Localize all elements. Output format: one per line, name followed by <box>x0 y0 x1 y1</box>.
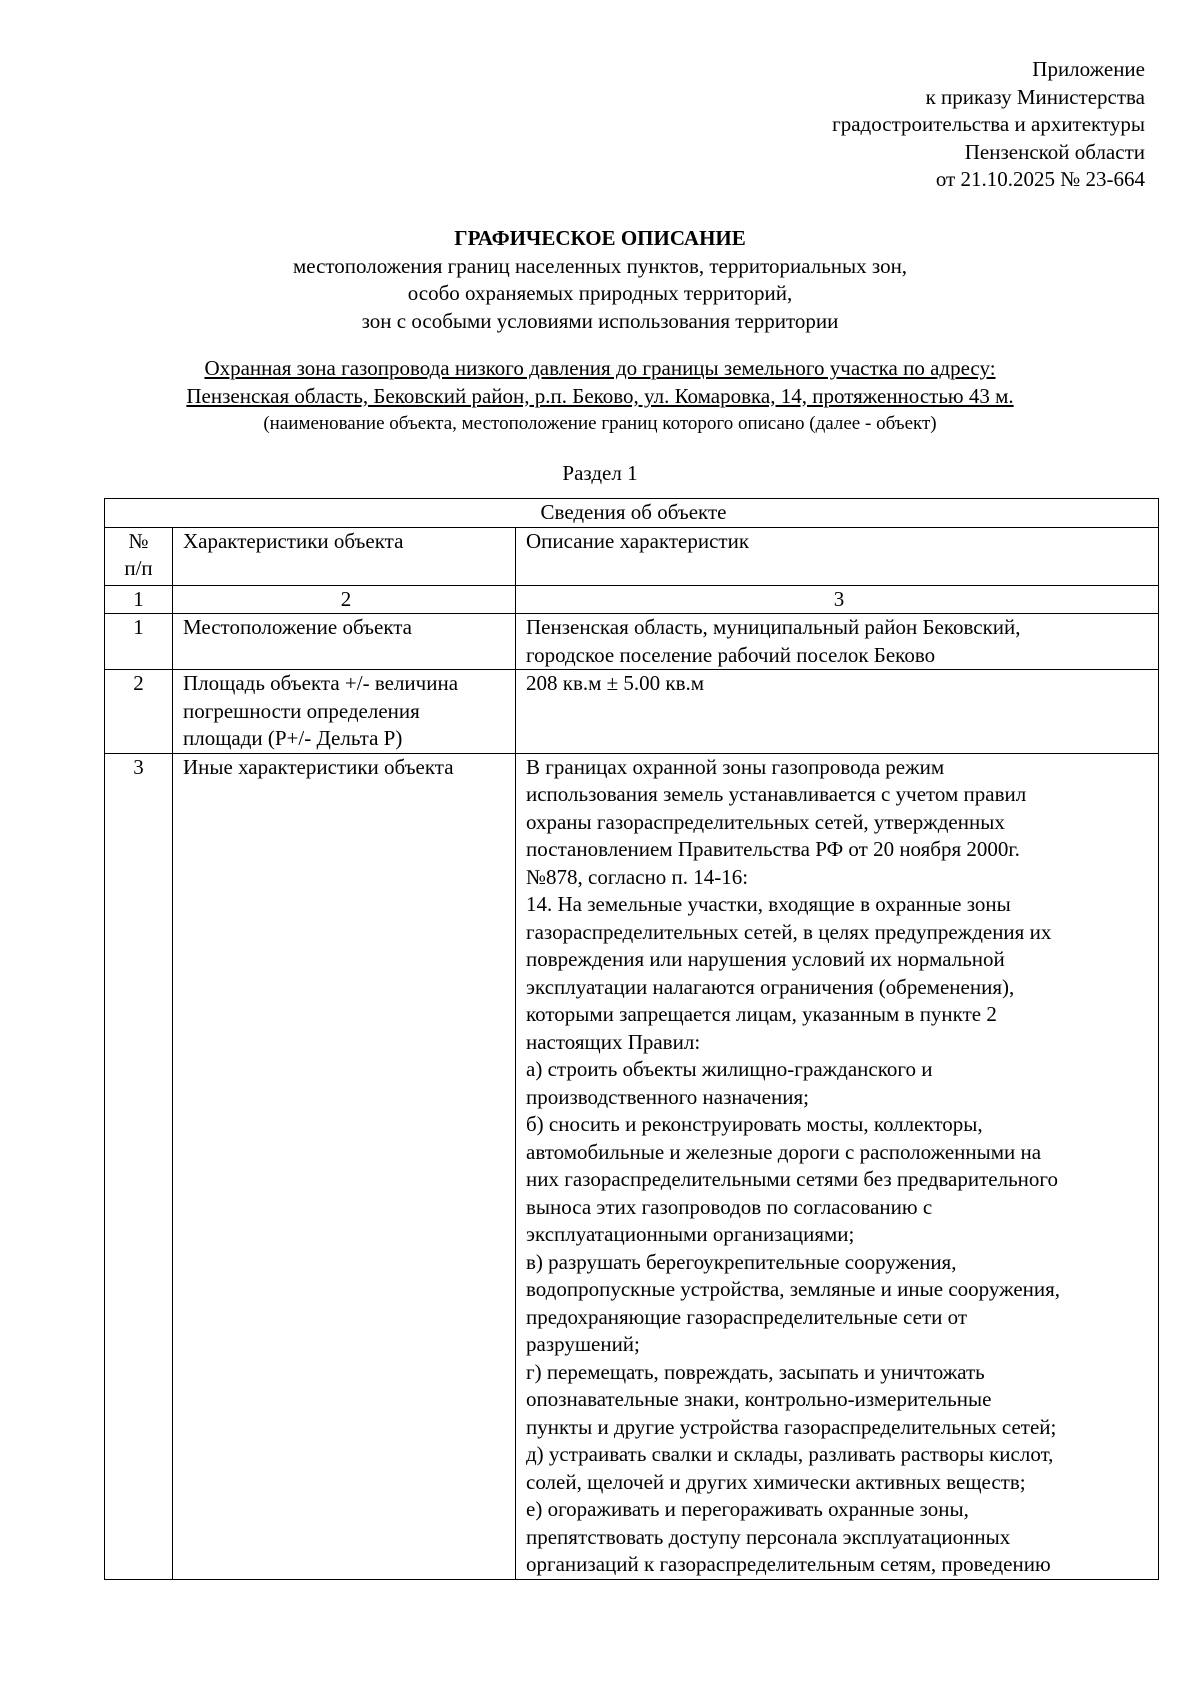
object-subject <box>0 355 1200 438</box>
row-desc-line: е) огораживать и перегораживать охранные зоны, <box>526 1497 969 1521</box>
row-num: 3 <box>105 753 173 1579</box>
row-name-line: Иные характеристики объекта <box>183 754 454 779</box>
table-row <box>105 670 1159 754</box>
row-name <box>173 614 516 670</box>
header-num-cell <box>105 527 173 585</box>
table-caption: Сведения об объекте <box>105 499 1159 528</box>
object-info-table <box>104 498 1159 1580</box>
row-desc-line: Пензенская область, муниципальный район Бековский, <box>526 615 1021 639</box>
row-name-line: Местоположение объекта <box>183 615 413 639</box>
row-desc-line: В границах охранной зоны газопровода режим <box>526 754 945 779</box>
row-desc-line: 208 кв.м ± 5.00 кв.м <box>526 671 705 695</box>
row-desc-line: водопропускные устройства, земляные и иные сооружения, <box>526 1277 1061 1301</box>
row-name-line: погрешности определения <box>183 698 420 723</box>
row-description <box>516 753 1159 1579</box>
document-heading <box>0 225 1200 335</box>
row-desc-line: городское поселение рабочий поселок Беково <box>526 642 936 667</box>
row-desc-line: охраны газораспределительных сетей, утвержденных <box>526 809 1005 834</box>
row-description <box>516 670 1159 754</box>
row-desc-line: а) строить объекты жилищно-гражданского и <box>526 1057 933 1081</box>
appendix-line: Приложение <box>1032 57 1145 81</box>
row-desc-line: препятствовать доступу персонала эксплуатационных <box>526 1524 1011 1549</box>
appendix-block <box>832 56 1145 194</box>
row-desc-line: автомобильные и железные дороги с расположенными на <box>526 1139 1042 1164</box>
column-number: 2 <box>173 585 516 614</box>
row-desc-line: опознавательные знаки, контрольно-измерительные <box>526 1387 992 1411</box>
header-num-line2: п/п <box>124 556 153 580</box>
heading-line: зон с особыми условиями использования территории <box>361 308 839 333</box>
row-desc-line: выноса этих газопроводов по согласованию с <box>526 1194 933 1219</box>
row-desc-line: использования земель устанавливается с учетом правил <box>526 782 1027 806</box>
row-desc-line: газораспределительных сетей, в целях предупреждения их <box>526 919 1052 944</box>
row-desc-line: б) сносить и реконструировать мосты, коллекторы, <box>526 1112 983 1136</box>
table-caption-row <box>105 499 1159 528</box>
heading-line: особо охраняемых природных территорий, <box>407 281 793 305</box>
appendix-line: градостроительства и архитектуры <box>832 112 1145 136</box>
row-num: 1 <box>105 614 173 670</box>
table-header-row <box>105 527 1159 585</box>
row-desc-line: которыми запрещается лицам, указанным в пункте 2 <box>526 1002 997 1026</box>
row-desc-line: предохраняющие газораспределительные сети от <box>526 1304 968 1329</box>
row-desc-line: производственного назначения; <box>526 1084 809 1109</box>
row-description <box>516 614 1159 670</box>
row-desc-line: эксплуатации налагаются ограничения (обременения), <box>526 974 1015 999</box>
row-desc-line: в) разрушать берегоукрепительные сооружения, <box>526 1249 957 1274</box>
heading-line: местоположения границ населенных пунктов, территориальных зон, <box>292 253 908 278</box>
row-desc-line: солей, щелочей и других химически активных веществ; <box>526 1469 1026 1494</box>
table-row <box>105 614 1159 670</box>
row-desc-line: д) устраивать свалки и склады, разливать растворы кислот, <box>526 1442 1054 1466</box>
row-desc-line: них газораспределительными сетями без предварительного <box>526 1167 1058 1191</box>
row-desc-line: 14. На земельные участки, входящие в охранные зоны <box>526 892 1011 916</box>
column-number-row <box>105 585 1159 614</box>
row-desc-line: г) перемещать, повреждать, засыпать и уничтожать <box>526 1359 985 1384</box>
section-label: Раздел 1 <box>562 461 638 485</box>
row-desc-line: организаций к газораспределительным сетям, проведению <box>526 1552 1051 1576</box>
subject-line: Охранная зона газопровода низкого давления до границы земельного участка по адресу: <box>204 356 996 380</box>
appendix-line: Пензенской области <box>964 139 1145 164</box>
subject-note: (наименование объекта, местоположение границ которого описано (далее - объект) <box>263 413 937 434</box>
document-title: ГРАФИЧЕСКОЕ ОПИСАНИЕ <box>454 226 746 250</box>
row-desc-line: настоящих Правил: <box>526 1029 701 1054</box>
row-desc-line: пункты и другие устройства газораспределительных сетей; <box>526 1414 1057 1439</box>
table-row <box>105 753 1159 1579</box>
row-desc-line: №878, согласно п. 14-16: <box>526 864 749 889</box>
row-name <box>173 670 516 754</box>
row-desc-line: разрушений; <box>526 1332 640 1356</box>
row-desc-line: эксплуатационными организациями; <box>526 1222 855 1246</box>
row-desc-line: повреждения или нарушения условий их нормальной <box>526 947 1005 971</box>
row-desc-line: постановлением Правительства РФ от 20 ноября 2000г. <box>526 837 1020 861</box>
subject-line: Пензенская область, Бековский район, р.п. Беково, ул. Комаровка, 14, протяженностью 43 м. <box>186 383 1014 408</box>
row-num: 2 <box>105 670 173 754</box>
column-number: 3 <box>516 585 1159 614</box>
header-num-line1: № <box>128 528 149 553</box>
appendix-date-number: от 21.10.2025 № 23-664 <box>935 167 1145 191</box>
header-characteristics: Характеристики объекта <box>173 527 516 585</box>
column-number: 1 <box>105 585 173 614</box>
header-description: Описание характеристик <box>516 527 1159 585</box>
row-name <box>173 753 516 1579</box>
appendix-line: к приказу Министерства <box>925 84 1145 109</box>
row-name-line: площади (P+/- Дельта P) <box>183 726 403 750</box>
row-name-line: Площадь объекта +/- величина <box>183 671 459 695</box>
